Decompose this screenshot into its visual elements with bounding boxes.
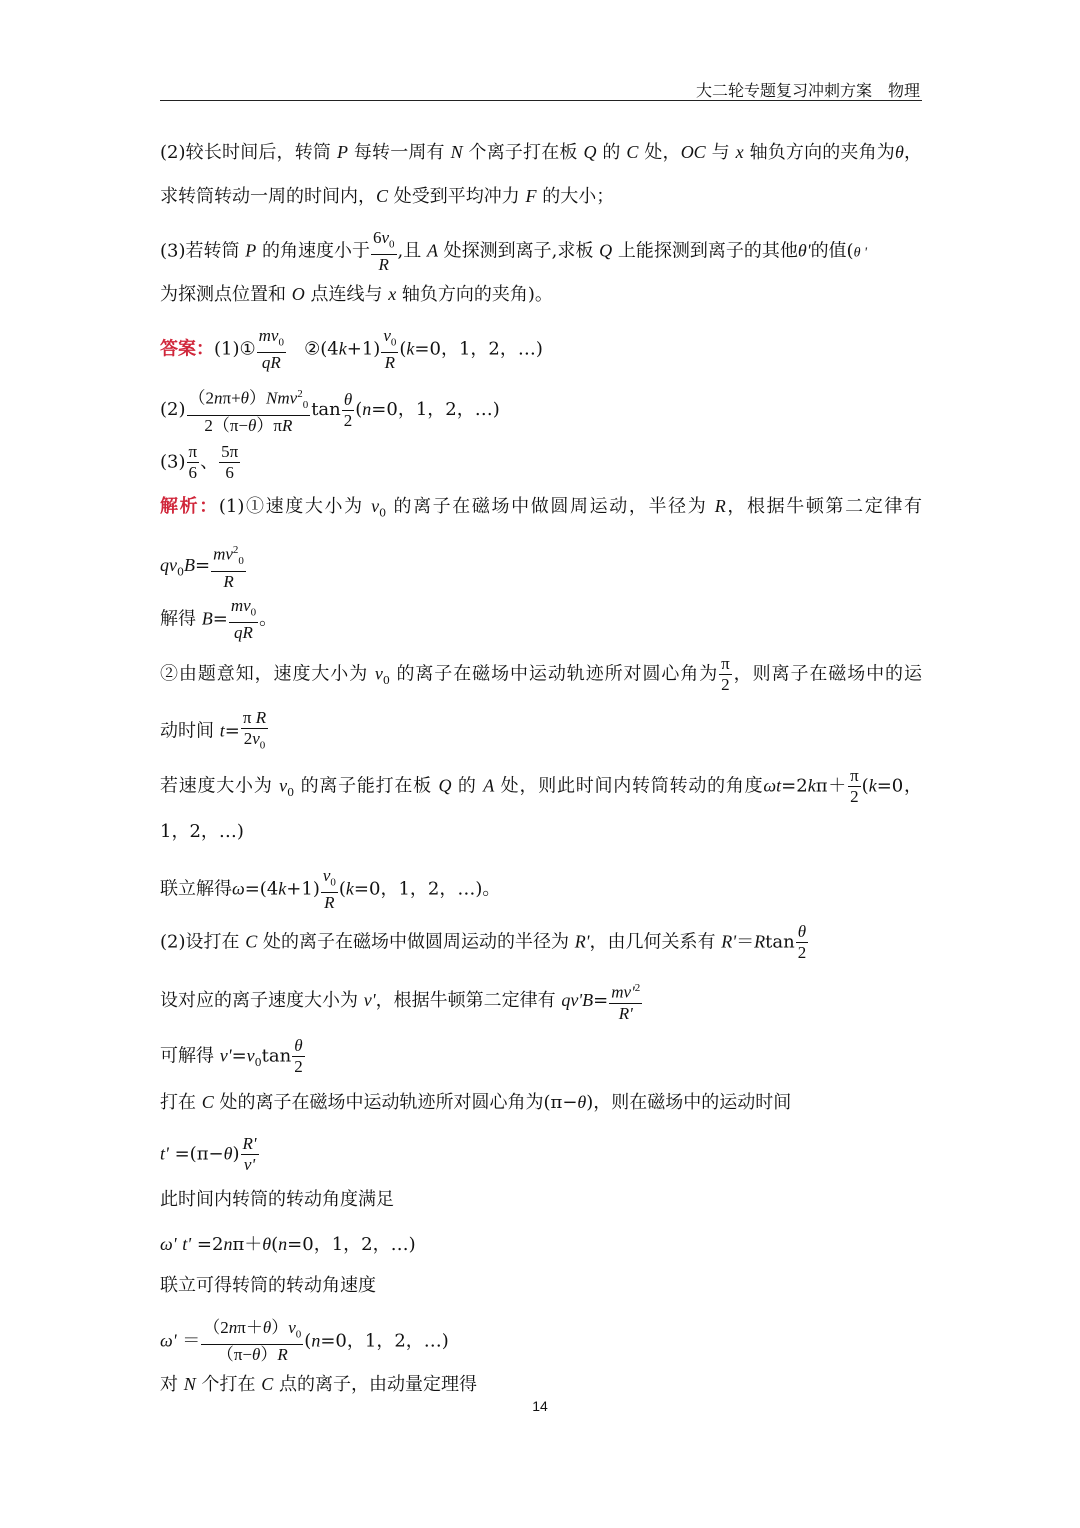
solution-line-3: ②由题意知，速度大小为 $v_0$ 的离子在磁场中运动轨迹所对圆心角为 $\frac{\pi}{2}$ ，则离子在磁场中的运 bbox=[160, 654, 922, 694]
fraction-omega-prime: $\frac{(2n\pi+\theta)v_0}{(\pi-\theta)R}$ bbox=[203, 1318, 302, 1365]
fraction-6v0-over-R: $\frac{6v_0}{R}$ bbox=[372, 228, 395, 275]
solution-line-14: ω' t' =2nπ＋θ(n=0，1，2，…) bbox=[160, 1234, 416, 1255]
fraction-pi-2: $\frac{\pi}{2}$ bbox=[721, 654, 730, 694]
solution-eq-1: $qv_0B=$ $\frac{mv^2_0}{R}$ bbox=[160, 540, 922, 592]
solution-line-2: 解得 B= $\frac{mv_0}{qR}$ 。 bbox=[160, 596, 278, 643]
fraction-v0-R-2: $\frac{v_0}{R}$ bbox=[322, 866, 336, 913]
solution-line-6: 1，2，…) bbox=[160, 821, 244, 842]
solution-line-16: ω' ＝ $\frac{(2n\pi+\theta)v_0}{(\pi-\theta)R}$ (n=0，1，2，…) bbox=[160, 1318, 449, 1365]
answer-line-2: (2) （2nπ+θ）Nmv$^2_0$ 2（π−θ）πR tan $\frac{\theta}{2}$ (n=0，1，2，…) bbox=[160, 384, 922, 436]
solution-line-11: 打在 C 处的离子在磁场中运动轨迹所对圆心角为(π−θ)，则在磁场中的运动时间 bbox=[160, 1092, 792, 1113]
solution-line-13: 此时间内转筒的转动角度满足 bbox=[160, 1189, 394, 1210]
answer-line-3: (3) $\frac{\pi}{6}$ 、 $\frac{5\pi}{6}$ bbox=[160, 442, 239, 482]
fraction-Rp-vp: $\frac{R'}{v'}$ bbox=[242, 1134, 257, 1174]
fraction-theta-2: $\frac{\theta}{2}$ bbox=[343, 389, 353, 430]
solution-line-9: 设对应的离子速度大小为 v'，根据牛顿第二定律有 qv'B= $\frac{mv'^2}{R'}$ bbox=[160, 978, 922, 1024]
fraction-pi-6: $\frac{\pi}{6}$ bbox=[188, 442, 198, 482]
question-3-line-2: 为探测点位置和 O 点连线与 x 轴负方向的夹角)。 bbox=[160, 284, 553, 305]
solution-line-4: 动时间 t= $\frac{\text{π R}}{2v_0}$ bbox=[160, 708, 922, 755]
solution-line-12: t' =(π−θ) $\frac{R'}{v'}$ bbox=[160, 1134, 257, 1174]
fraction-theta-2-b: $\frac{\theta}{2}$ bbox=[797, 922, 807, 962]
solution-line-1: 解析：(1)①速度大小为 $v_0$ 的离子在磁场中做圆周运动，半径为 R，根据牛顿第二定律有 bbox=[160, 496, 923, 520]
question-2-line-2: 求转筒转动一周的时间内，C 处受到平均冲力 F 的大小； bbox=[160, 186, 615, 207]
solution-label: 解析： bbox=[160, 496, 219, 517]
fraction-mv0sq-R: $\frac{mv^2_0}{R}$ bbox=[213, 544, 244, 592]
fraction-mv0-qR-2: $\frac{mv_0}{qR}$ bbox=[230, 596, 257, 643]
page-number: 14 bbox=[532, 1398, 548, 1414]
fraction-piR-2v0: $\frac{\text{π R}}{2v_0}$ bbox=[241, 708, 268, 755]
fraction-pi-2-b: $\frac{\pi}{2}$ bbox=[850, 766, 859, 806]
fraction-mvp2-Rp: $\frac{mv'^2}{R'}$ bbox=[611, 982, 641, 1023]
question-3-line-1: (3)若转筒 P 的角速度小于 $\frac{6v_0}{R}$ ,且 A 处探测到离子,求板 Q 上能探测到离子的其他θ'的值(θ ' bbox=[160, 228, 867, 275]
question-2-line-1: (2)较长时间后，转筒 P 每转一周有 N 个离子打在板 Q 的 C 处，OC 与 x 轴负方向的夹角为θ， bbox=[160, 142, 922, 163]
fraction-v0-R: $\frac{v_0}{R}$ bbox=[383, 326, 397, 373]
fraction-answer-2: （2nπ+θ）Nmv$^2_0$ 2（π−θ）πR bbox=[188, 388, 309, 436]
solution-line-7: 联立解得ω=(4k+1) $\frac{v_0}{R}$ (k=0，1，2，…)。 bbox=[160, 866, 501, 913]
running-header: 大二轮专题复习冲刺方案 物理 bbox=[695, 81, 920, 100]
fraction-5pi-6: $\frac{5\pi}{6}$ bbox=[221, 442, 239, 482]
solution-line-10: 可解得 $v'=v_0\tan$ $\frac{\theta}{2}$ bbox=[160, 1036, 303, 1076]
solution-line-8: (2)设打在 C 处的离子在磁场中做圆周运动的半径为 R'，由几何关系有 R'＝Rtan $\frac{\theta}{2}$ bbox=[160, 922, 807, 962]
solution-line-17: 对 N 个打在 C 点的离子，由动量定理得 bbox=[160, 1374, 477, 1395]
fraction-theta-2-c: $\frac{\theta}{2}$ bbox=[294, 1036, 303, 1076]
header-rule bbox=[160, 100, 922, 101]
answer-label: 答案： bbox=[160, 338, 214, 360]
fraction-mv0-qR: $\frac{mv_0}{qR}$ bbox=[258, 326, 284, 373]
answer-line-1: 答案：(1)① $\frac{mv_0}{qR}$ ②(4k+1) $\frac{v_0}{R}$ (k=0，1，2，…) bbox=[160, 326, 543, 373]
solution-line-5: 若速度大小为 $v_0$ 的离子能打在板 Q 的 A 处，则此时间内转筒转动的角度ωt=2kπ＋ $\frac{\pi}{2}$ (k=0， bbox=[160, 766, 922, 806]
solution-line-15: 联立可得转筒的转动角速度 bbox=[160, 1275, 376, 1296]
